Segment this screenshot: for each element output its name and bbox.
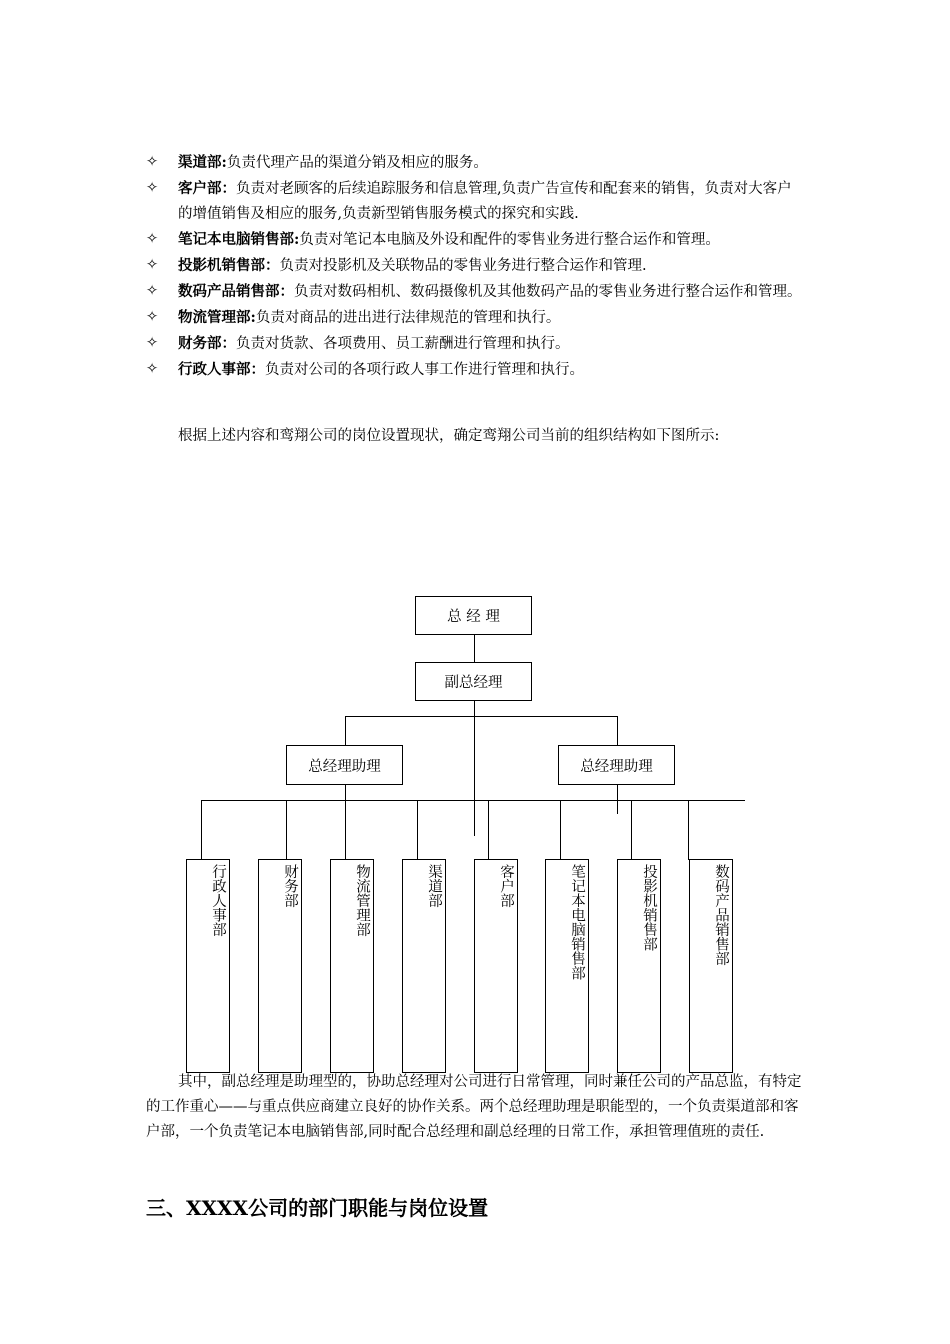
- connector-line: [688, 800, 689, 860]
- org-node-department: 行政人事部: [186, 859, 230, 1073]
- connector-line: [201, 800, 202, 860]
- dept-name: 行政人事部：: [178, 361, 265, 378]
- dept-duty: 负责对公司的各项行政人事工作进行管理和执行。: [265, 362, 584, 378]
- list-item: [146, 357, 806, 383]
- diamond-star-icon: ✧: [146, 257, 159, 273]
- diamond-star-icon: ✧: [146, 361, 159, 377]
- dept-name: 财务部：: [178, 335, 236, 352]
- connector-line: [345, 716, 617, 717]
- dept-duty: 负责对货款、各项费用、员工薪酬进行管理和执行。: [236, 336, 570, 352]
- org-explanation-paragraph: 其中，副总经理是助理型的，协助总经理对公司进行日常管理，同时兼任公司的产品总监，有特定的工作重心——与重点供应商建立良好的协作关系。两个总经理助理是职能型的，一个负责渠道部和客户部，一个负责笔记本电脑销售部,同时配合总经理和副总经理的日常工作，承担管理值班的责任.: [146, 1074, 802, 1140]
- dept-duty: 负责对商品的进出进行法律规范的管理和执行。: [255, 310, 561, 326]
- list-item: [146, 253, 806, 279]
- dept-duty: 负责对笔记本电脑及外设和配件的零售业务进行整合运作和管理。: [299, 232, 720, 248]
- connector-line: [488, 800, 489, 860]
- dept-name: 渠道部:: [178, 154, 227, 171]
- list-item: [146, 305, 806, 331]
- diamond-star-icon: ✧: [146, 335, 159, 351]
- org-node-department: 渠道部: [402, 859, 446, 1073]
- org-node-department: 投影机销售部: [617, 859, 661, 1073]
- connector-line: [617, 716, 618, 746]
- org-node-department: 财务部: [258, 859, 302, 1073]
- diamond-star-icon: ✧: [146, 309, 159, 325]
- list-item: [146, 150, 806, 176]
- section-heading: 三、XXXX公司的部门职能与岗位设置: [146, 1196, 489, 1220]
- list-item: [146, 279, 806, 305]
- connector-line: [345, 800, 346, 860]
- dept-name: 数码产品销售部：: [178, 283, 294, 300]
- connector-line: [345, 716, 346, 746]
- connector-line: [345, 784, 346, 814]
- intro-paragraph: 根据上述内容和鸾翔公司的岗位设置现状，确定鸾翔公司当前的组织结构如下图所示:: [178, 428, 720, 444]
- department-duties-list: [146, 150, 806, 383]
- connector-line: [474, 700, 475, 836]
- dept-duty: 负责对数码相机、数码摄像机及其他数码产品的零售业务进行整合运作和管理。: [294, 284, 802, 300]
- list-item: [146, 227, 806, 253]
- dept-duty: 负责代理产品的渠道分销及相应的服务。: [226, 155, 488, 171]
- connector-line: [617, 784, 618, 814]
- org-node-department: 笔记本电脑销售部: [545, 859, 589, 1073]
- connector-line: [417, 800, 418, 860]
- dept-name: 客户部：: [178, 180, 236, 197]
- connector-line: [474, 634, 475, 664]
- diamond-star-icon: ✧: [146, 154, 159, 170]
- org-node-assistant-left: 总经理助理: [286, 745, 403, 785]
- dept-name: 笔记本电脑销售部:: [178, 231, 300, 248]
- diamond-star-icon: ✧: [146, 180, 159, 196]
- dept-name: 物流管理部:: [178, 309, 256, 326]
- org-node-assistant-right: 总经理助理: [558, 745, 675, 785]
- org-node-department: 数码产品销售部: [689, 859, 733, 1073]
- dept-duty: 负责对投影机及关联物品的零售业务进行整合运作和管理.: [279, 258, 647, 274]
- org-node-department: 物流管理部: [330, 859, 374, 1073]
- connector-line: [631, 800, 632, 860]
- connector-line: [560, 800, 561, 860]
- org-node-deputy-general-manager: 副总经理: [415, 662, 532, 701]
- list-item: [146, 331, 806, 357]
- dept-duty: 负责对老顾客的后续追踪服务和信息管理,负责广告宣传和配套来的销售，负责对大客户的增值销售及相应的服务,负责新型销售服务模式的探究和实践.: [178, 181, 792, 222]
- connector-line: [286, 800, 287, 860]
- connector-line: [201, 800, 745, 801]
- list-item: [146, 176, 806, 227]
- org-node-general-manager: 总 经 理: [415, 596, 532, 635]
- org-node-department: 客户部: [474, 859, 518, 1073]
- dept-name: 投影机销售部：: [178, 257, 280, 274]
- diamond-star-icon: ✧: [146, 231, 159, 247]
- diamond-star-icon: ✧: [146, 283, 159, 299]
